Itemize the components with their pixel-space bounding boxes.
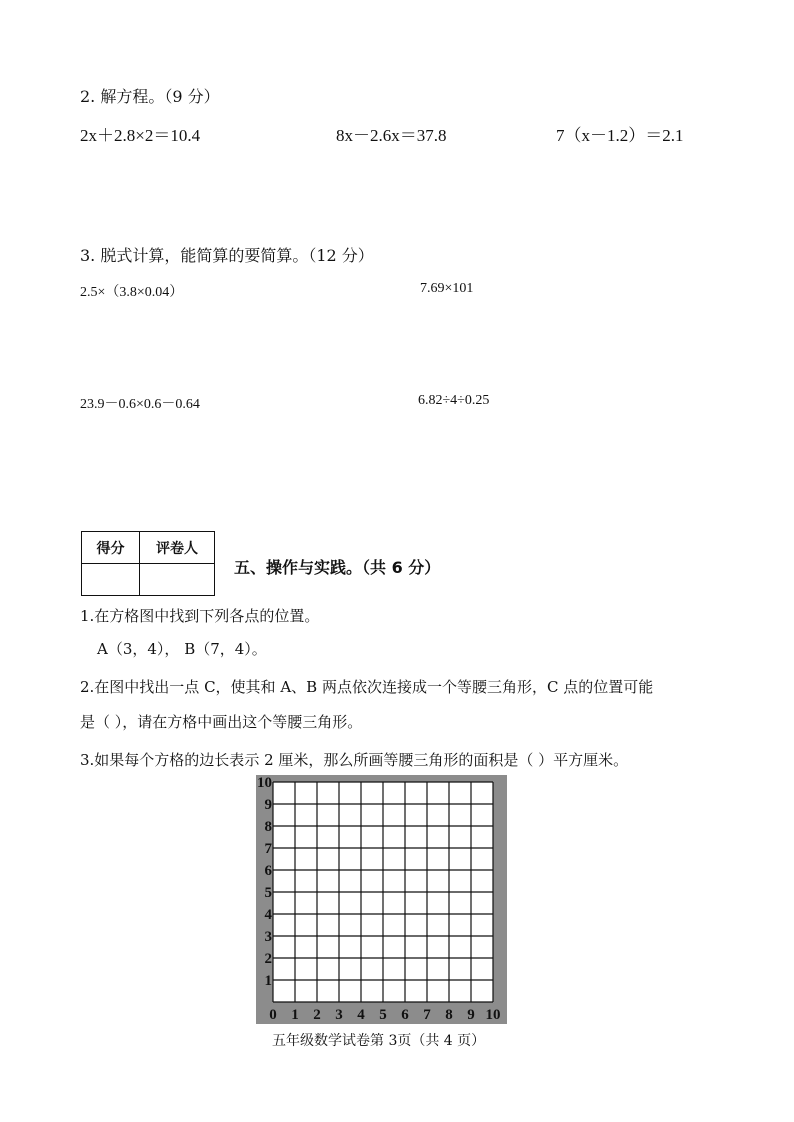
y-tick-label: 8 — [264, 819, 272, 835]
question-2-line-1: 2.在图中找出一点 C，使其和 A、B 两点依次连接成一个等腰三角形，C 点的位置可能 — [80, 678, 654, 696]
grader-label: 评卷人 — [140, 532, 215, 564]
grid-svg[interactable] — [256, 775, 507, 1024]
x-tick-label: 10 — [485, 1007, 501, 1023]
calc-expr-2: 7.69×101 — [420, 281, 474, 296]
score-table — [81, 531, 215, 596]
x-tick-label: 9 — [467, 1007, 475, 1023]
y-tick-label: 6 — [264, 863, 272, 879]
y-tick-label: 9 — [264, 797, 272, 813]
question-1: 1.在方格图中找到下列各点的位置。 — [80, 607, 320, 625]
equation-2: 8x－2.6x＝37.8 — [336, 126, 447, 145]
y-tick-label: 2 — [264, 951, 272, 967]
equation-3: 7（x－1.2）＝2.1 — [556, 126, 684, 145]
calc-expr-4: 6.82÷4÷0.25 — [418, 393, 490, 408]
y-tick-label: 4 — [264, 907, 272, 923]
grader-value-cell[interactable] — [140, 564, 215, 596]
y-tick-label: 3 — [264, 929, 272, 945]
y-tick-label: 5 — [264, 885, 272, 901]
section-five-title: 五、操作与实践。（共 6 分） — [234, 558, 441, 577]
question-3: 3.如果每个方格的边长表示 2 厘米，那么所画等腰三角形的面积是（ ）平方厘米。 — [80, 751, 629, 769]
calc-expr-1: 2.5×（3.8×0.04） — [80, 285, 184, 300]
x-tick-label: 3 — [335, 1007, 343, 1023]
x-tick-label: 4 — [357, 1007, 365, 1023]
score-value-cell[interactable] — [82, 564, 140, 596]
y-tick-label: 10 — [257, 775, 272, 791]
calc-expr-3: 23.9－0.6×0.6－0.64 — [80, 397, 200, 412]
calc-title: 3. 脱式计算，能简算的要简算。（12 分） — [80, 246, 374, 265]
question-2-line-2: 是（ ），请在方格中画出这个等腰三角形。 — [80, 713, 363, 731]
coordinate-grid[interactable] — [256, 775, 507, 1024]
x-tick-label: 0 — [269, 1007, 277, 1023]
page-footer: 五年级数学试卷第 3页（共 4 页） — [272, 1033, 486, 1049]
y-tick-label: 7 — [264, 841, 272, 857]
equation-1: 2x＋2.8×2＝10.4 — [80, 126, 201, 145]
question-1-points: A（3，4）， B（7，4）。 — [97, 640, 267, 658]
equations-title: 2. 解方程。（9 分） — [80, 87, 220, 106]
x-tick-label: 6 — [401, 1007, 409, 1023]
x-tick-label: 2 — [313, 1007, 321, 1023]
x-tick-label: 7 — [423, 1007, 431, 1023]
x-tick-label: 1 — [291, 1007, 299, 1023]
x-tick-label: 5 — [379, 1007, 387, 1023]
score-label: 得分 — [82, 532, 140, 564]
y-tick-label: 1 — [264, 973, 272, 989]
x-tick-label: 8 — [445, 1007, 453, 1023]
